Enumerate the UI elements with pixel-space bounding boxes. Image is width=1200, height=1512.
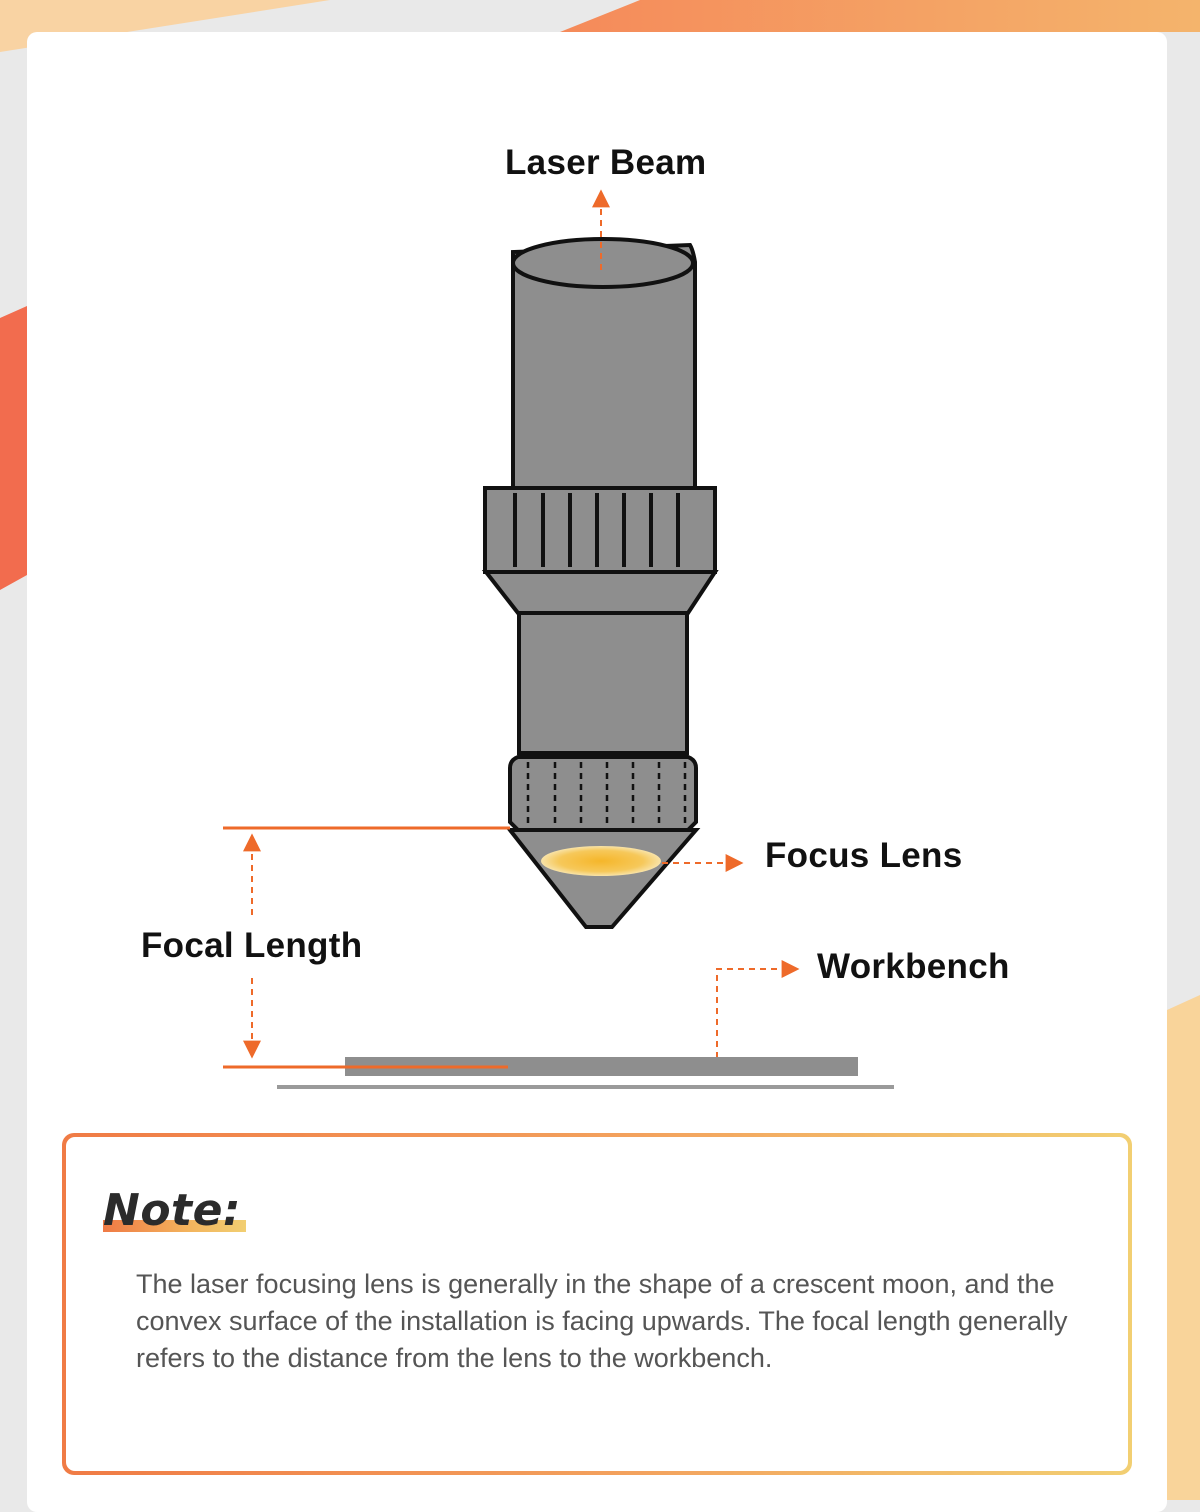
upper-tube — [513, 239, 695, 488]
note-heading — [103, 1185, 241, 1237]
laser-beam-label: Laser Beam — [505, 143, 707, 182]
focus-lens — [541, 846, 661, 876]
focus-lens-label: Focus Lens — [765, 836, 963, 875]
mid-body — [519, 613, 687, 753]
note-title: Note: — [103, 1185, 242, 1236]
note-inner — [66, 1137, 1128, 1471]
taper-section — [486, 572, 715, 613]
workbench-label: Workbench — [817, 947, 1010, 986]
knurled-ring — [485, 488, 715, 572]
tube-opening — [513, 239, 693, 287]
note-box — [62, 1133, 1132, 1475]
lower-knurl — [510, 757, 696, 830]
focal-length-label: Focal Length — [141, 926, 363, 965]
workbench-base-line — [277, 1085, 894, 1089]
note-text: The laser focusing lens is generally in the shape of a crescent moon, and the convex surface of the installation is facing upwards. The focal length generally refers to the distance from the lens to the workbench. — [136, 1269, 1068, 1373]
nozzle-cone — [510, 830, 696, 927]
workbench-arrow — [717, 969, 796, 1058]
